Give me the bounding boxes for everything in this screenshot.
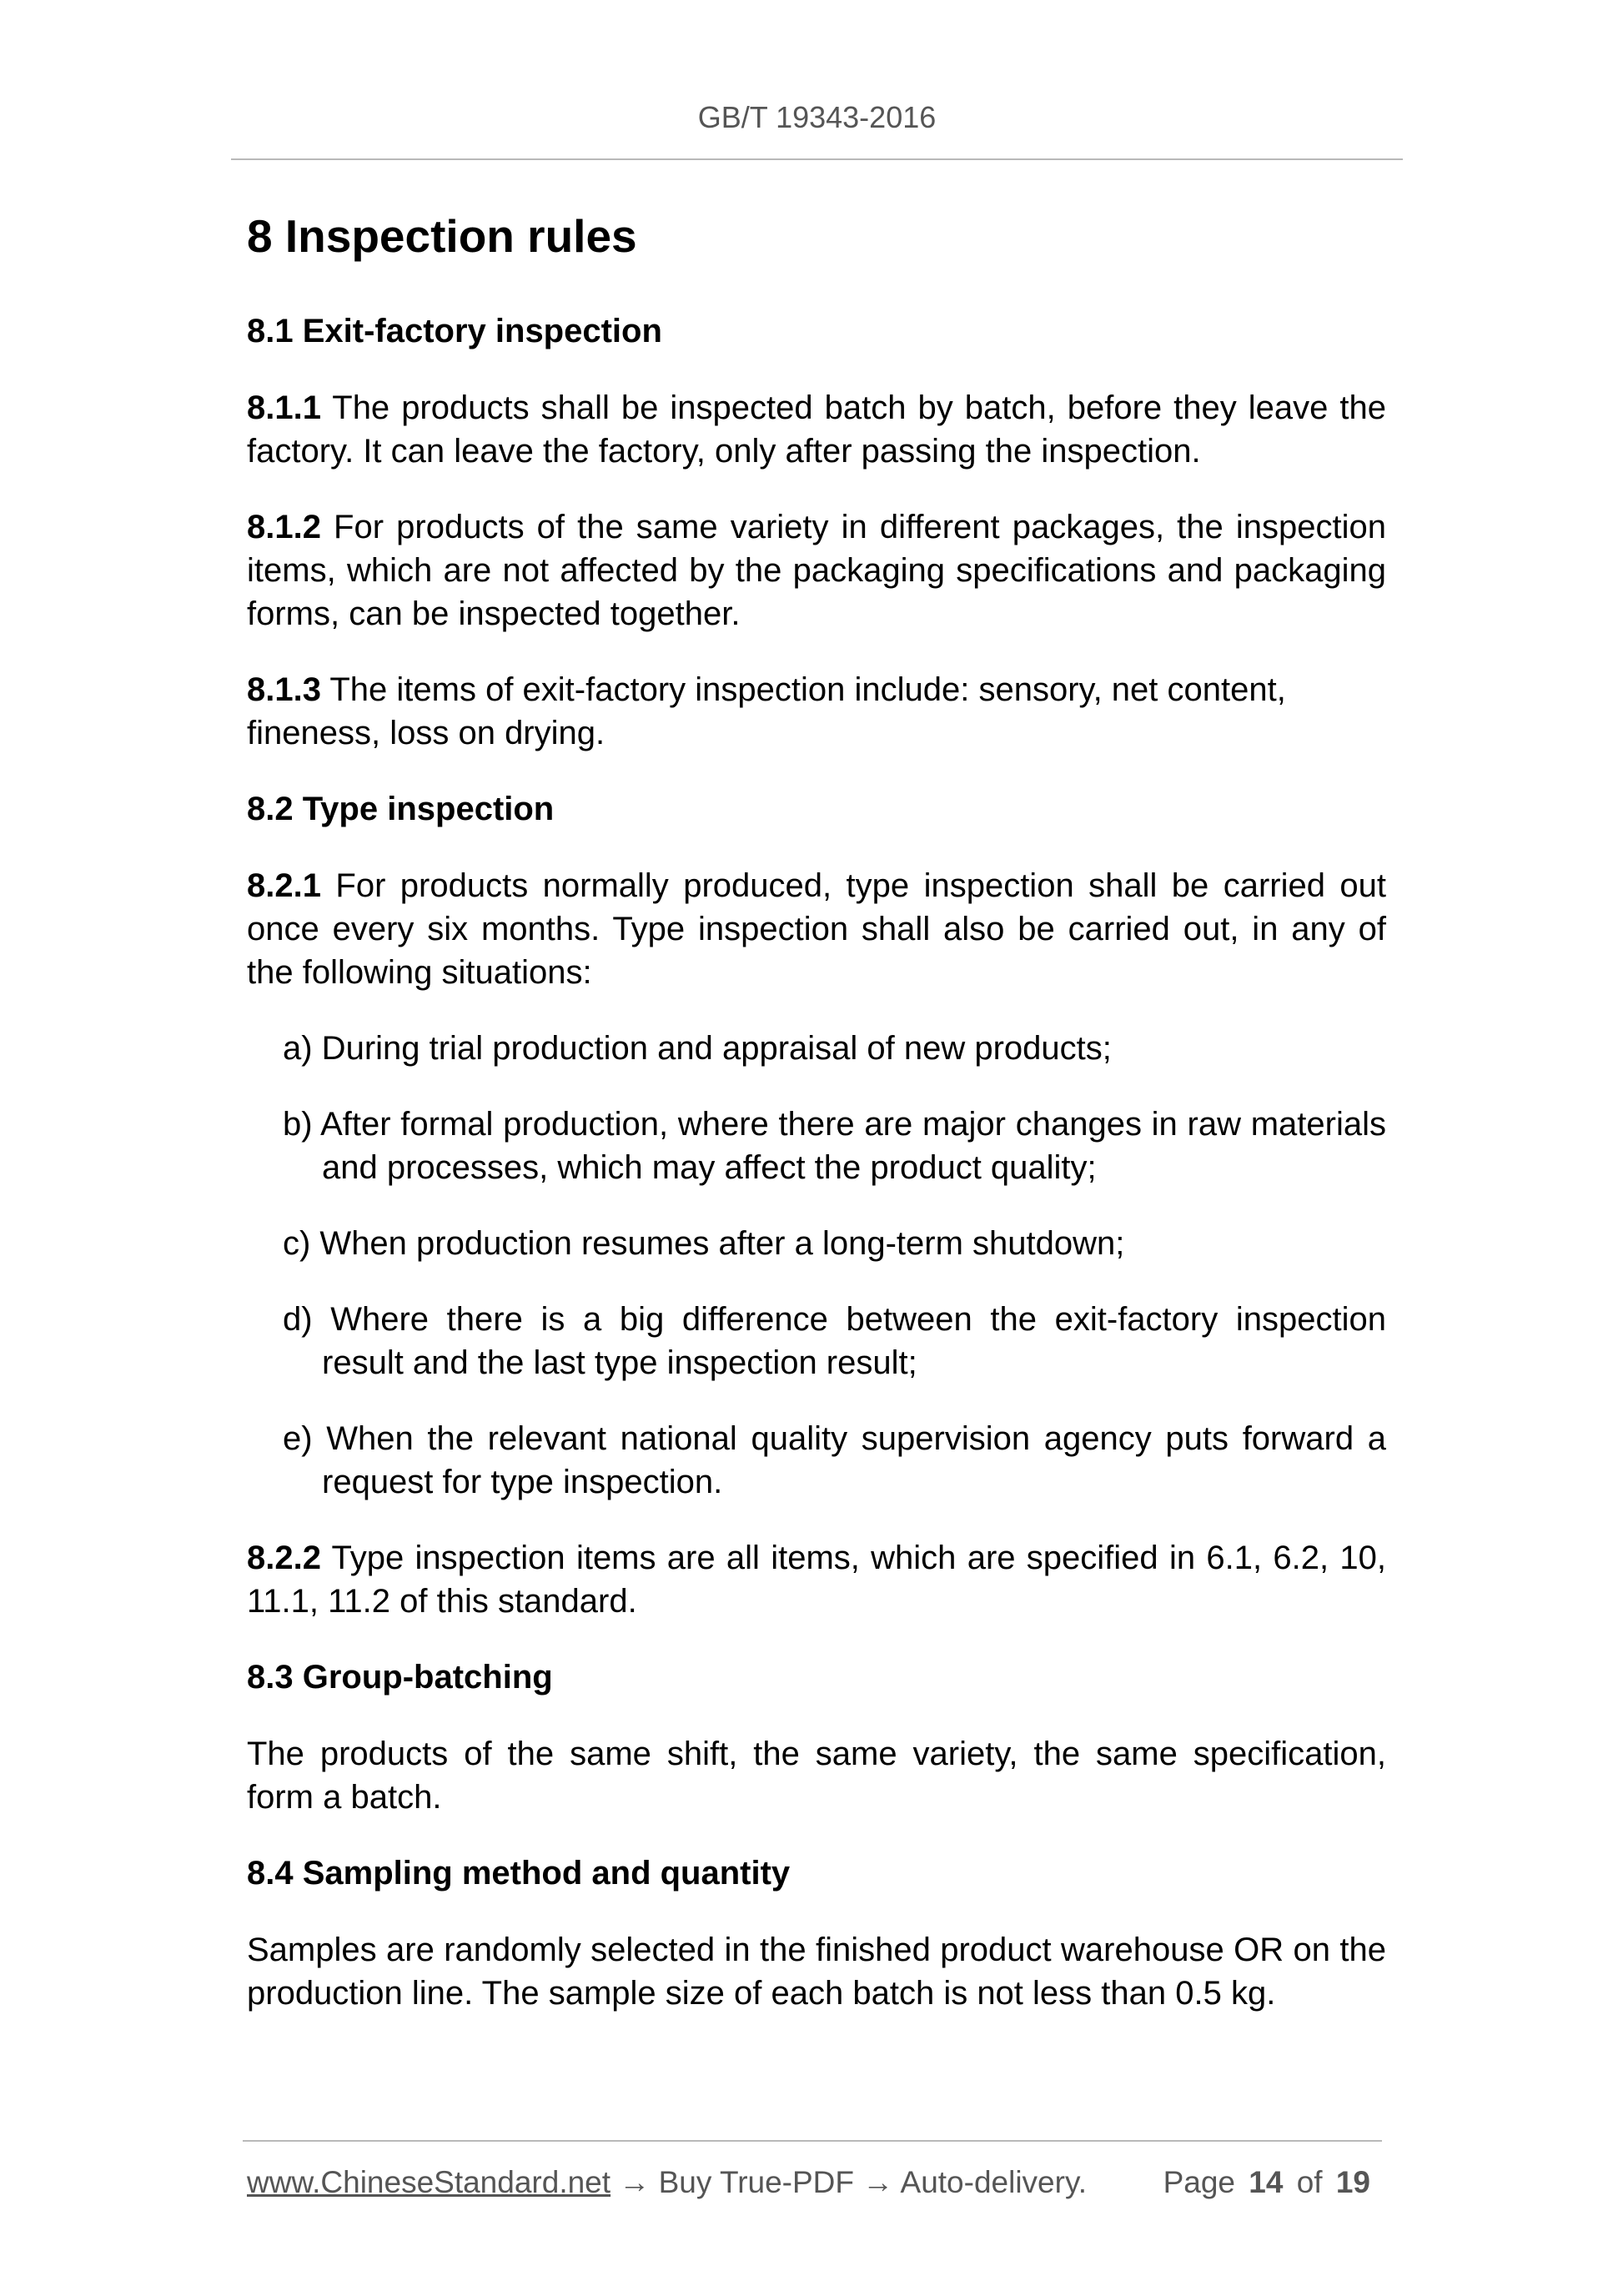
page-indicator (1163, 2163, 1375, 2202)
document-id: GB/T 19343-2016 (697, 100, 937, 134)
clause-number: 8.2.2 (247, 1540, 321, 1576)
page-footer (247, 2163, 1386, 2202)
situations-list (247, 1027, 1386, 1504)
clause-text: Type inspection items are all items, which are specified in 6.1, 6.2, 10, 11.1, 11.2 of this standard. (247, 1540, 1386, 1620)
clause-8-2-2 (247, 1536, 1386, 1623)
page-total: 19 (1335, 2165, 1370, 2199)
list-item: e) When the relevant national quality supervision agency puts forward a request for type inspection. (283, 1420, 1386, 1500)
of-label: of (1296, 2165, 1323, 2199)
clause-number: 8.1.1 (247, 389, 321, 426)
clause-8-2-1 (247, 864, 1386, 994)
list-item: d) Where there is a big difference between the exit-factory inspection result and the last type inspection result; (283, 1301, 1386, 1381)
clause-number: 8.2.1 (247, 867, 321, 904)
heading-8-4: 8.4 Sampling method and quantity (247, 1855, 791, 1892)
clause-number: 8.1.3 (247, 671, 321, 708)
clause-text: The items of exit-factory inspection include: sensory, net content, fineness, loss on drying. (247, 671, 1286, 751)
page-label: Page (1163, 2165, 1235, 2199)
clause-text: For products normally produced, type inspection shall be carried out once every six months. Type inspection shall also be carried out, in any of the following situations: (247, 867, 1386, 991)
list-item: b) After formal production, where there are major changes in raw materials and processes, which may affect the product quality; (283, 1106, 1386, 1186)
page-header (231, 93, 1403, 160)
clause-8-3-text: The products of the same shift, the same variety, the same specification, form a batch. (247, 1736, 1386, 1816)
heading-8-1: 8.1 Exit-factory inspection (247, 313, 662, 349)
footer-divider (243, 2140, 1382, 2142)
clause-8-4-text: Samples are randomly selected in the finished product warehouse OR on the production line. The sample size of each batch is not less than 0.5 kg. (247, 1932, 1386, 2012)
list-item: c) When production resumes after a long-term shutdown; (283, 1225, 1125, 1262)
footer-tagline: → Buy True-PDF → Auto-delivery. (611, 2165, 1087, 2199)
website-link[interactable]: www.ChineseStandard.net (247, 2165, 611, 2199)
section-title: 8 Inspection rules (247, 210, 637, 262)
heading-8-2: 8.2 Type inspection (247, 791, 555, 827)
clause-number: 8.1.2 (247, 509, 321, 545)
clause-8-1-3 (247, 668, 1386, 755)
clause-text: For products of the same variety in different packages, the inspection items, which are not affected by the packaging specifications and packaging forms, can be inspected together. (247, 509, 1386, 632)
heading-8-3: 8.3 Group-batching (247, 1659, 553, 1696)
clause-text: The products shall be inspected batch by batch, before they leave the factory. It can leave the factory, only after passing the inspection. (247, 389, 1386, 470)
list-item: a) During trial production and appraisal of new products; (283, 1030, 1112, 1067)
clause-8-1-2 (247, 505, 1386, 636)
page-content (247, 208, 1386, 2047)
page-current: 14 (1249, 2165, 1284, 2199)
clause-8-1-1 (247, 386, 1386, 473)
